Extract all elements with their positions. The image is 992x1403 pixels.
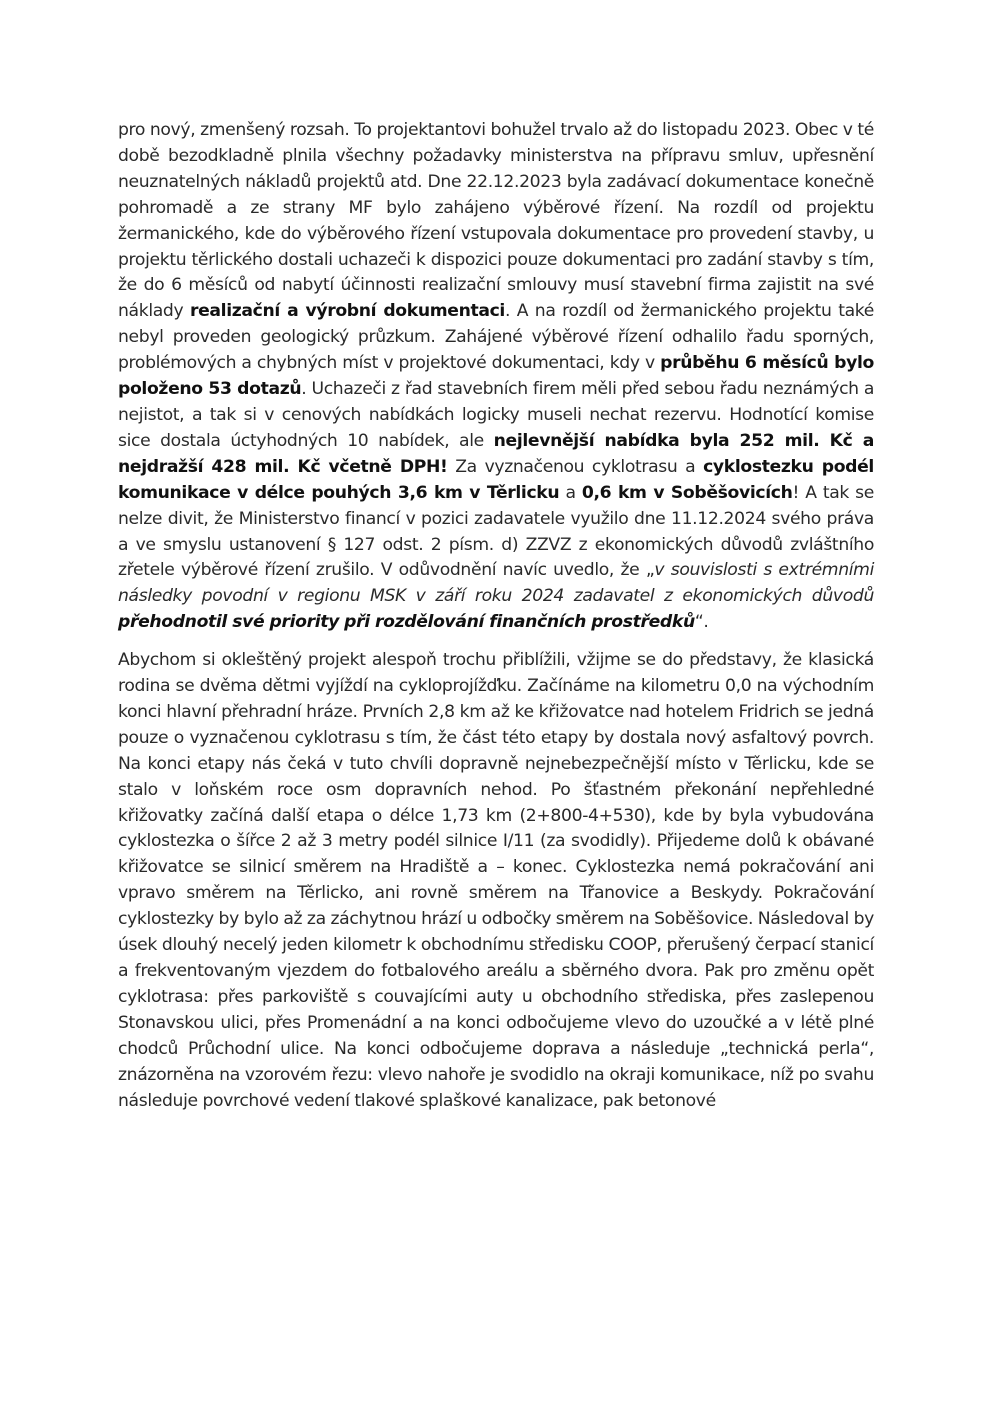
bold-text: průběhu 6 měsíců bylo položeno 53 dotazů <box>118 353 874 400</box>
paragraph-project-tender <box>118 118 874 636</box>
bold-text: realizační a výrobní dokumentaci <box>189 301 505 322</box>
emphasis-text: přehodnotil své priority při rozdělování finančních prostředků <box>118 612 695 633</box>
body-text: Abychom si okleštěný projekt alespoň trochu přiblížili, vžijme se do představy, že klasická rodina se dvěma dětmi vyjíždí na cykloprojížďku. Začínáme na kilometru 0,0 na východním konci hlavní přehradní hráze. Prvních 2,8 km až ke křižovatce nad hotelem Fridrich se jedná pouze o vyznačenou cyklotrasu s tím, že část této etapy by dostala nový asfaltový povrch. Na konci etapy nás čeká v tuto chvíli dopravně nejnebezpečnější místo v Těrlicku, kde se stalo v loňském roce osm dopravních nehod. Po šťastném překonání nepřehledné křižovatky začíná další etapa o délce 1,73 km (2+800-4+530), kde by byla vybudována cyklostezka o šířce 2 až 3 metry podél silnice I/11 (za svodidly). Přijedeme dolů k obávané křižovatce se silnicí směrem na Hradiště a – konec. Cyklostezka nemá pokračování ani vpravo směrem na Těrlicko, ani rovně směrem na Třanovice a Beskydy. Pokračování cyklostezky by bylo až za záchytnou hrází u odbočky směrem na Soběšovice. Následoval by úsek dlouhý necelý jeden kilometr k obchodnímu středisku COOP, přerušený čerpací stanicí a frekventovaným vjezdem do fotbalového areálu a sběrného dvora. Pak pro změnu opět cyklotrasa: přes parkoviště s couvajícími auty u obchodního střediska, přes zaslepenou Stonavskou ulici, přes Promenádní a na konci odbočujeme vlevo do uzoučké a v létě plné chodců Průchodní ulice. Na konci odbočujeme doprava a následuje „technická perla“, znázorněna na vzorovém řezu: vlevo nahoře je svodidlo na okraji komunikace, níž po svahu následuje povrchové vedení tlakové splaškové kanalizace, pak betonové <box>118 650 874 1111</box>
body-text: “. <box>694 612 709 633</box>
document-page <box>118 118 874 1114</box>
body-text: . Uchazeči z řad stavebních firem měli před sebou řadu neznámých a nejistot, a tak si v cenových nabídkách logicky museli nechat rezervu. Hodnotící komise sice dostala úctyhodných 10 nabídek, ale <box>118 379 875 451</box>
paragraph-cycle-route-description <box>118 648 874 1114</box>
bold-text: 0,6 km v Soběšovicích <box>581 482 793 503</box>
body-text: pro nový, zmenšený rozsah. To projektantovi bohužel trvalo až do listopadu 2023. Obec v té době bezodkladně plnila všechny požadavky ministerstva na přípravu smluv, upřesnění neuznatelných nákladů projektů atd. Dne 22.12.2023 byla zadávací dokumentace konečně pohromadě a ze strany MF bylo zahájeno výběrové řízení. Na rozdíl od projektu žermanického, kde do výběrového řízení vstupovala dokumentace pro provedení stavby, u projektu těrlického dostali uchazeči k dispozici pouze dokumentaci pro zadání stavby s tím, že do 6 měsíců od nabytí účinnosti realizační smlouvy musí stavební firma zajistit na své náklady <box>118 120 874 322</box>
bold-text: cyklostezku podél komunikace v délce pouhých 3,6 km v Těrlicku <box>118 456 874 503</box>
bold-text: nejlevnější nabídka byla 252 mil. Kč a nejdražší 428 mil. Kč včetně DPH! <box>118 430 874 477</box>
body-text: . A na rozdíl od žermanického projektu také nebyl proveden geologický průzkum. Zahájené výběrové řízení odhalilo řadu sporných, problémových a chybných míst v projektové dokumentaci, kdy v <box>118 301 874 374</box>
italic-quote-text: v souvislosti s extrémními následky povodní v regionu MSK v září roku 2024 zadavatel z ekonomických důvodů <box>118 560 874 607</box>
bold-italic-text <box>118 612 695 632</box>
body-text: ! A tak se nelze divit, že Ministerstvo financí v pozici zadavatele využilo dne 11.12.2024 svého práva a ve smyslu ustanovení § 127 odst. 2 písm. d) ZZVZ z ekonomických důvodů zvláštního zřetele výběrové řízení zrušilo. V odůvodnění navíc uvedlo, že „ <box>118 482 875 581</box>
body-text: Za vyznačenou cyklotrasu a <box>447 456 704 477</box>
body-text: a <box>559 482 582 503</box>
